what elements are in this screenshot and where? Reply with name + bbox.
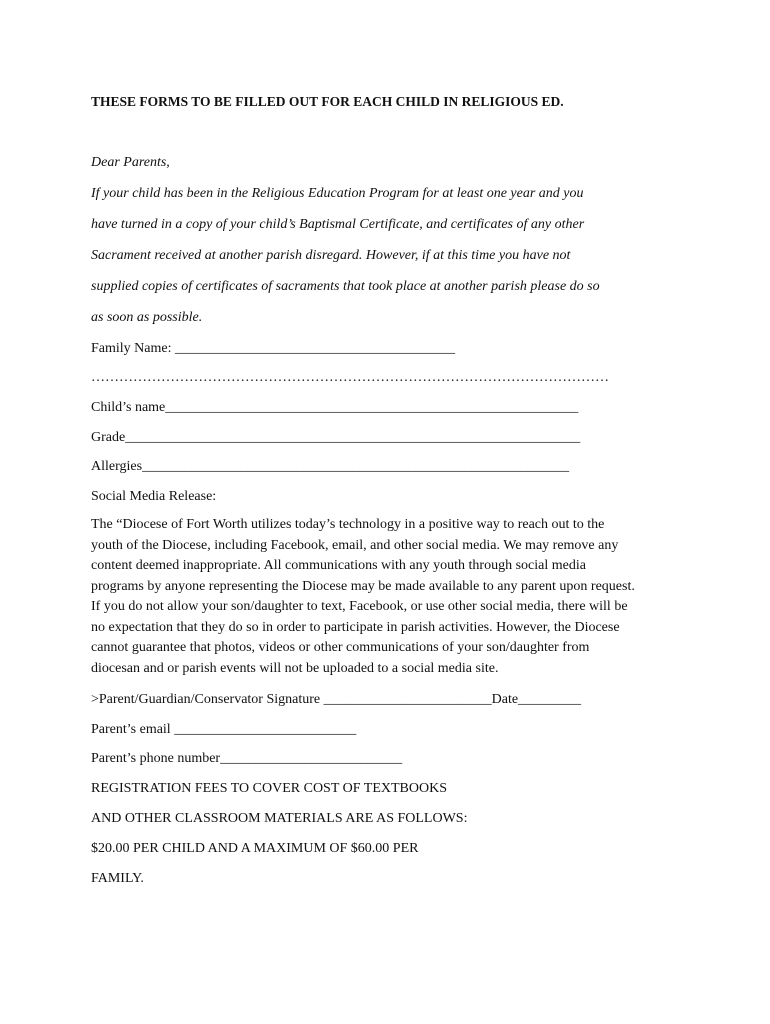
fees-line-4: FAMILY. (91, 871, 144, 886)
social-media-title: Social Media Release: (91, 489, 217, 504)
social-media-line: no expectation that they do so in order to participate in parish activities. However, the Diocese (91, 619, 620, 635)
parent-phone-field[interactable]: Parent’s phone number__________________________ (91, 751, 403, 766)
social-media-paragraph (91, 515, 681, 679)
social-media-line: If you do not allow your son/daughter to text, Facebook, or use other social media, there will be (91, 599, 628, 614)
social-media-line: youth of the Diocese, including Facebook, email, and other social media. We may remove any (91, 537, 619, 553)
family-name-field[interactable]: Family Name: ________________________________________ (91, 341, 455, 356)
letter-line-5: as soon as possible. (91, 310, 203, 325)
fees-line-1: REGISTRATION FEES TO COVER COST OF TEXTBOOKS (91, 781, 448, 796)
letter-line-2: have turned in a copy of your child’s Baptismal Certificate, and certificates of any other (91, 217, 585, 232)
social-media-line: content deemed inappropriate. All communications with any youth through social media (91, 558, 586, 573)
social-media-line: diocesan and or parish events will not be uploaded to a social media site. (91, 660, 499, 676)
fees-line-3: $20.00 PER CHILD AND A MAXIMUM OF $60.00 PER (91, 841, 419, 856)
fees-line-2: AND OTHER CLASSROOM MATERIALS ARE AS FOLLOWS: (91, 811, 468, 826)
child-name-field[interactable]: Child’s name___________________________________________________________ (91, 400, 579, 415)
letter-salutation: Dear Parents, (91, 155, 170, 170)
grade-field[interactable]: Grade_________________________________________________________________ (91, 430, 581, 445)
letter-line-3: Sacrament received at another parish disregard. However, if at this time you have not (91, 248, 571, 263)
allergies-field[interactable]: Allergies_____________________________________________________________ (91, 459, 570, 474)
social-media-line: programs by anyone representing the Diocese may be made available to any parent upon request. (91, 578, 635, 594)
social-media-line: cannot guarantee that photos, videos or other communications of your son/daughter from (91, 640, 590, 655)
social-media-line: The “Diocese of Fort Worth utilizes today’s technology in a positive way to reach out to the (91, 517, 605, 532)
form-heading: THESE FORMS TO BE FILLED OUT FOR EACH CHILD IN RELIGIOUS ED. (91, 94, 564, 109)
dotted-separator: ………………………………………………………………………………………………… (91, 370, 609, 385)
letter-line-4: supplied copies of certificates of sacraments that took place at another parish please do so (91, 279, 600, 294)
letter-line-1: If your child has been in the Religious Education Program for at least one year and you (91, 186, 584, 201)
signature-date-field[interactable]: >Parent/Guardian/Conservator Signature ________________________Date_________ (91, 692, 582, 707)
parent-email-field[interactable]: Parent’s email __________________________ (91, 722, 357, 737)
